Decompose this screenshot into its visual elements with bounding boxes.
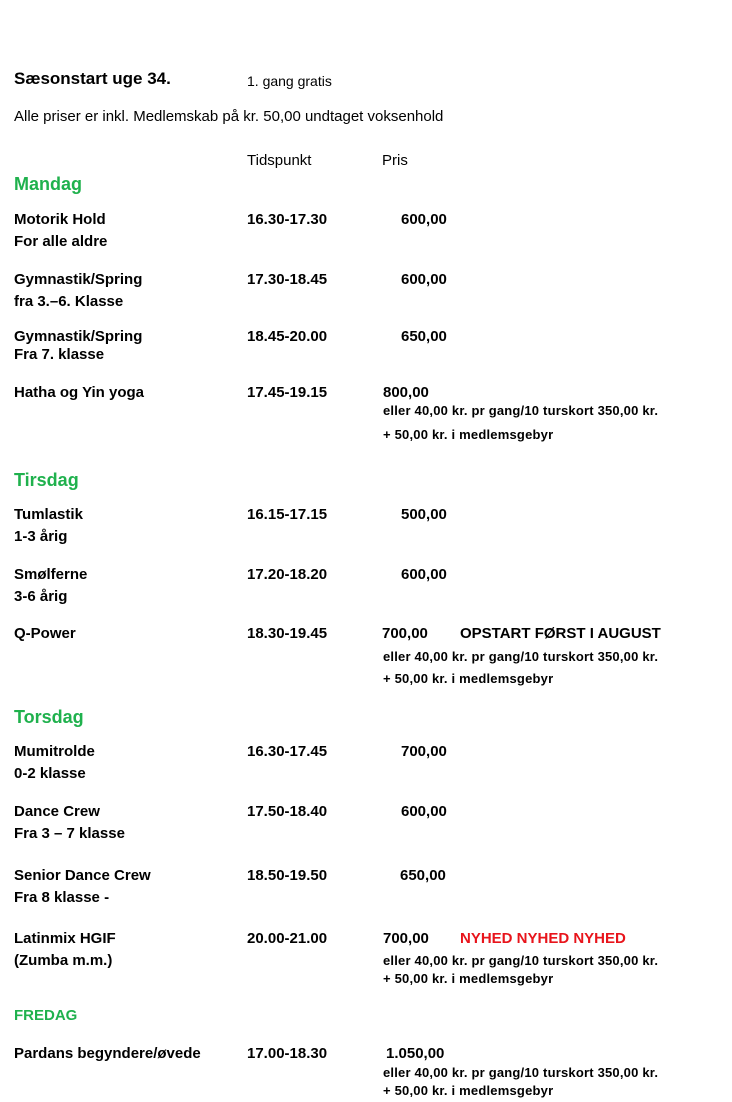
column-header-time: Tidspunkt — [247, 152, 312, 169]
class-subtitle: (Zumba m.m.) — [14, 952, 113, 969]
class-price: 500,00 — [401, 506, 447, 523]
class-price: 800,00 — [383, 384, 429, 401]
day-heading-monday: Mandag — [14, 174, 83, 194]
class-time: 17.00-18.30 — [247, 1045, 328, 1062]
class-subtitle: 1-3 årig — [14, 528, 68, 545]
class-subtitle: fra 3.–6. Klasse — [14, 293, 124, 310]
class-subtitle: 0-2 klasse — [14, 765, 86, 782]
class-time: 16.30-17.45 — [247, 743, 328, 760]
class-time: 17.50-18.40 — [247, 803, 328, 820]
class-subtitle: Fra 8 klasse - — [14, 889, 110, 906]
class-subtitle: For alle aldre — [14, 233, 108, 250]
class-price: 600,00 — [401, 271, 447, 288]
class-subtitle: Fra 3 – 7 klasse — [14, 825, 125, 842]
class-name: Motorik Hold — [14, 211, 106, 228]
class-name: Mumitrolde — [14, 743, 95, 760]
class-name: Tumlastik — [14, 506, 83, 523]
day-heading-friday: FREDAG — [14, 1007, 78, 1024]
class-time: 17.30-18.45 — [247, 271, 328, 288]
class-name: Hatha og Yin yoga — [14, 384, 145, 401]
class-price: 1.050,00 — [386, 1045, 445, 1062]
class-name: Gymnastik/Spring — [14, 271, 143, 288]
class-membership-fee: + 50,00 kr. i medlemsgebyr — [383, 427, 554, 442]
class-name: Gymnastik/Spring — [14, 328, 143, 345]
class-membership-fee: + 50,00 kr. i medlemsgebyr — [383, 1083, 554, 1098]
class-price-alternative: eller 40,00 kr. pr gang/10 turskort 350,00 kr. — [383, 953, 659, 968]
class-start-note: OPSTART FØRST I AUGUST — [460, 625, 661, 642]
class-price: 700,00 — [383, 930, 429, 947]
class-time: 18.50-19.50 — [247, 867, 328, 884]
day-heading-tuesday: Tirsdag — [14, 470, 79, 490]
class-name: Q-Power — [14, 625, 76, 642]
class-subtitle: Fra 7. klasse — [14, 346, 105, 363]
class-price-alternative: eller 40,00 kr. pr gang/10 turskort 350,00 kr. — [383, 403, 659, 418]
new-badge: NYHED NYHED NYHED — [460, 930, 626, 947]
class-price-alternative: eller 40,00 kr. pr gang/10 turskort 350,00 kr. — [383, 649, 659, 664]
class-name: Latinmix HGIF — [14, 930, 116, 947]
class-price-alternative: eller 40,00 kr. pr gang/10 turskort 350,00 kr. — [383, 1065, 659, 1080]
class-time: 16.15-17.15 — [247, 506, 328, 523]
class-time: 18.45-20.00 — [247, 328, 328, 345]
class-time: 16.30-17.30 — [247, 211, 328, 228]
column-header-price: Pris — [382, 152, 408, 169]
class-price: 600,00 — [401, 566, 447, 583]
class-time: 17.20-18.20 — [247, 566, 328, 583]
class-price: 650,00 — [401, 328, 447, 345]
class-name: Pardans begyndere/øvede — [14, 1045, 201, 1062]
class-membership-fee: + 50,00 kr. i medlemsgebyr — [383, 671, 554, 686]
class-time: 17.45-19.15 — [247, 384, 328, 401]
day-heading-thursday: Torsdag — [14, 707, 84, 727]
class-price: 600,00 — [401, 211, 447, 228]
page-title: Sæsonstart uge 34. — [14, 69, 171, 88]
class-price: 600,00 — [401, 803, 447, 820]
class-time: 20.00-21.00 — [247, 930, 328, 947]
class-membership-fee: + 50,00 kr. i medlemsgebyr — [383, 971, 554, 986]
class-subtitle: 3-6 årig — [14, 588, 68, 605]
price-note: Alle priser er inkl. Medlemskab på kr. 50,00 undtaget voksenhold — [14, 108, 444, 125]
class-time: 18.30-19.45 — [247, 625, 328, 642]
class-price: 700,00 — [382, 625, 428, 642]
free-trial-note: 1. gang gratis — [247, 73, 332, 89]
class-name: Dance Crew — [14, 803, 100, 820]
class-price: 650,00 — [400, 867, 446, 884]
class-price: 700,00 — [401, 743, 447, 760]
class-name: Smølferne — [14, 566, 88, 583]
class-name: Senior Dance Crew — [14, 867, 151, 884]
